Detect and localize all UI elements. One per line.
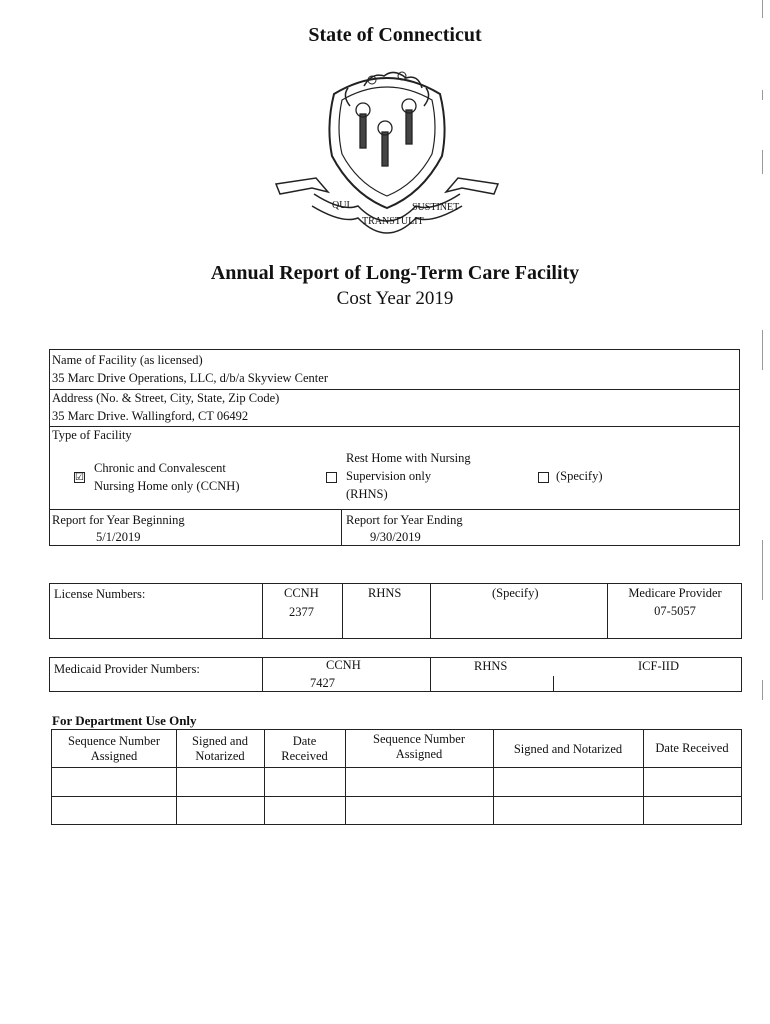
ccnh-checkbox[interactable] <box>74 472 85 483</box>
medicaid-icf-label: ICF-IID <box>638 659 679 673</box>
ccnh-type-label: Nursing Home only (CCNH) <box>94 479 240 493</box>
year-begin-value: 5/1/2019 <box>96 530 141 544</box>
medicare-provider-label: Medicare Provider <box>628 586 722 600</box>
facility-name-value: 35 Marc Drive Operations, LLC, d/b/a Skyview Center <box>52 371 328 385</box>
state-seal-icon <box>272 66 502 244</box>
year-end-value: 9/30/2019 <box>370 530 421 544</box>
motto-word: QUI <box>332 200 350 211</box>
address-label: Address (No. & Street, City, State, Zip Code) <box>52 391 280 405</box>
year-begin-label: Report for Year Beginning <box>52 513 185 527</box>
rhns-type-label: Supervision only <box>346 469 432 483</box>
address-value: 35 Marc Drive. Wallingford, CT 06492 <box>52 409 249 423</box>
license-numbers-label: License Numbers: <box>54 587 146 601</box>
rhns-type-label: Rest Home with Nursing <box>346 451 471 465</box>
license-ccnh-label: CCNH <box>284 586 319 600</box>
medicaid-numbers-label: Medicaid Provider Numbers: <box>54 662 200 676</box>
rhns-type-label: (RHNS) <box>346 487 388 501</box>
specify-type-label: (Specify) <box>556 469 603 483</box>
rhns-checkbox[interactable] <box>326 472 337 483</box>
medicaid-ccnh-value: 7427 <box>310 676 335 690</box>
department-use-title: For Department Use Only <box>52 713 197 728</box>
page-title: State of Connecticut <box>308 24 482 46</box>
specify-checkbox[interactable] <box>538 472 549 483</box>
license-ccnh-value: 2377 <box>289 605 314 619</box>
facility-type-label: Type of Facility <box>52 428 132 442</box>
year-end-label: Report for Year Ending <box>346 513 463 527</box>
medicaid-rhns-label: RHNS <box>474 659 508 673</box>
dept-header-cell: Date Received <box>281 734 328 763</box>
dept-header-cell: Sequence Number Assigned <box>373 732 465 761</box>
report-subtitle: Cost Year 2019 <box>336 288 454 309</box>
license-rhns-label: RHNS <box>368 586 402 600</box>
report-title: Annual Report of Long-Term Care Facility <box>210 262 580 284</box>
medicare-provider-value: 07-5057 <box>654 604 696 618</box>
motto-word: TRANSTULIT <box>362 216 424 227</box>
ccnh-type-label: Chronic and Convalescent <box>94 461 226 475</box>
dept-header-cell: Signed and Notarized <box>513 742 623 756</box>
motto-word: SUSTINET <box>412 202 460 213</box>
dept-header-cell: Signed and Notarized <box>192 734 248 763</box>
dept-header-cell: Sequence Number Assigned <box>68 734 160 763</box>
medicaid-ccnh-label: CCNH <box>326 658 361 672</box>
facility-name-label: Name of Facility (as licensed) <box>52 353 203 367</box>
department-use-table <box>51 729 742 825</box>
checkmark-icon: ☑ <box>75 472 84 483</box>
license-specify-label: (Specify) <box>492 586 539 600</box>
dept-header-cell: Date Received <box>655 741 729 755</box>
